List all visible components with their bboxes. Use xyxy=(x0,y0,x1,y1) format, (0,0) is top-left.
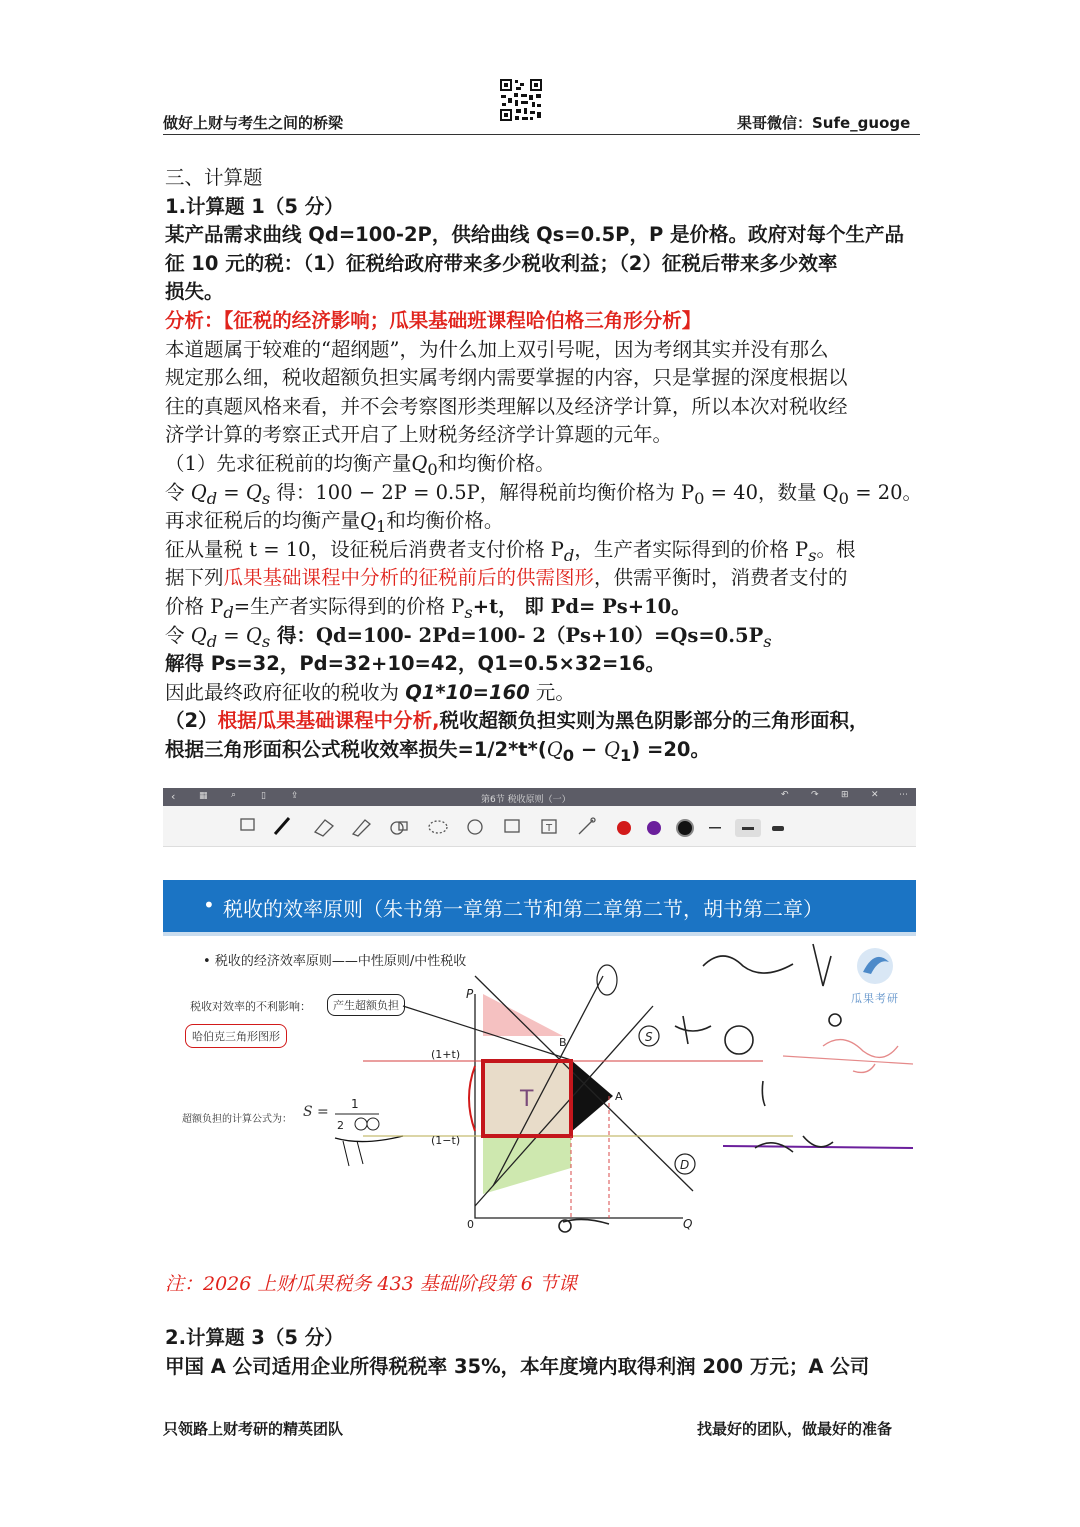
formula-fraction xyxy=(335,1097,403,1166)
q1-step-8: 解得 Ps=32，Pd=32+10=42，Q1=0.5×32=16。 xyxy=(165,652,665,676)
q1-step-10: （2）根据瓜果基础课程中分析,税收超额负担实则为黑色阴影部分的三角形面积， xyxy=(165,709,869,733)
footer-right-text: 找最好的团队，做最好的准备 xyxy=(697,1420,893,1438)
q1-step-4: 征从量税 t = 10，设征税后消费者支付价格 $P_d$，生产者实际得到的价格 $P_s$。根 xyxy=(165,537,856,565)
consumer-surplus-shade xyxy=(483,994,563,1036)
tax-area-label: T xyxy=(520,1087,534,1112)
slide-subtitle: • 税收的经济效率原则——中性原则/中性税收 xyxy=(203,954,467,969)
guoguo-logo-text: 瓜果考研 xyxy=(851,992,899,1005)
q1-step-3: 再求征税后的均衡产量$Q_1$和均衡价格。 xyxy=(165,509,504,537)
point-b-label: B xyxy=(559,1036,567,1049)
formula-s: S = xyxy=(303,1104,329,1120)
point-a-label: A xyxy=(615,1090,623,1103)
deadweight-loss-triangle xyxy=(571,1060,613,1132)
consumer-price-label: (1+t) xyxy=(431,1048,461,1061)
q1-step-11: 根据三角形面积公式税收效率损失$=1/2*t*(Q_0 - Q_1) =20$。 xyxy=(165,737,710,765)
q2-line-1: 甲国 A 公司适用企业所得税税率 35%，本年度境内取得利润 200 万元；A 公司 xyxy=(165,1354,870,1378)
header-right-text: 果哥微信：Sufe_guoge xyxy=(737,114,911,132)
label-effect: 税收对效率的不利影响： xyxy=(190,1000,311,1013)
black-color-swatch[interactable] xyxy=(677,820,693,836)
header-divider xyxy=(163,134,920,135)
q1-stem-line-1: 某产品需求曲线 Qd=100-2P，供给曲线 Qs=0.5P，P 是价格。政府对每个生产品 xyxy=(165,223,905,247)
select-tool-icon[interactable] xyxy=(241,819,254,830)
footer-left-text: 只领路上财考研的精英团队 xyxy=(163,1420,344,1438)
search-icon[interactable]: ⌕ xyxy=(231,790,237,800)
guoguo-logo-icon xyxy=(857,948,893,984)
q1-step-9: 因此最终政府征收的税收为 Q1*10=160 元。 xyxy=(165,680,575,704)
label-burden: 产生超额负担 xyxy=(327,994,405,1016)
app-top-bar xyxy=(163,788,916,806)
lecture-slide-screenshot xyxy=(163,788,916,1258)
share-icon[interactable]: ⇪ xyxy=(291,791,299,801)
pen-tool-icon[interactable] xyxy=(275,818,289,834)
slide-banner-title: 税收的效率原则（朱书第一章第二节和第二章第二节，胡书第二章） xyxy=(223,897,823,921)
q1-step-7: 令 $Q_d = Q_s$ 得：Qd=100- 2Pd=100- $2(Ps+10)=Qs=0.5P_s$ xyxy=(165,623,772,651)
header-left-text: 做好上财与考生之间的桥梁 xyxy=(163,114,344,132)
section-title: 三、计算题 xyxy=(165,166,263,189)
add-page-icon[interactable]: ⊞ xyxy=(841,790,849,800)
sticker-tool-icon[interactable] xyxy=(468,820,482,834)
question-2-body xyxy=(165,1324,925,1381)
harberger-triangle-diagram xyxy=(163,936,916,1258)
text-tool-icon[interactable] xyxy=(542,820,556,834)
shapes-tool-icon[interactable] xyxy=(391,822,407,834)
label-harberger: 哈伯克三角形图形 xyxy=(185,1024,287,1048)
demand-d-label: D xyxy=(680,1158,690,1172)
q1-title: 1.计算题 1（5 分） xyxy=(165,194,344,218)
close-icon[interactable]: ✕ xyxy=(871,790,879,800)
slide-banner xyxy=(163,880,916,932)
laser-tool-icon[interactable] xyxy=(579,818,595,834)
more-icon[interactable]: ⋯ xyxy=(899,790,908,800)
thin-stroke-option[interactable] xyxy=(709,827,721,829)
p-axis-label: P xyxy=(466,987,474,1001)
q1-para-line-4: 济学计算的考察正式开启了上财税务经济学计算题的元年。 xyxy=(165,423,673,447)
slide-topbar-title[interactable]: 第6节 税收原则（一） xyxy=(481,795,571,805)
producer-price-label: (1−t) xyxy=(431,1134,461,1147)
highlighter-tool-icon[interactable] xyxy=(353,820,370,836)
q1-step-6: 价格 $P_d=$生产者实际得到的价格 $P_s+t$， 即 Pd= Ps+10。 xyxy=(165,594,691,622)
q1-stem-line-3: 损失。 xyxy=(165,280,224,304)
label-formula: 超额负担的计算公式为： xyxy=(182,1114,292,1125)
q1-para-line-1: 本道题属于较难的“超纲题”，为什么加上双引号呢，因为考纲其实并没有那么 xyxy=(165,337,829,361)
svg-text:1: 1 xyxy=(351,1097,359,1111)
eraser-tool-icon[interactable] xyxy=(315,820,333,836)
qr-code xyxy=(499,78,543,122)
origin-label: 0 xyxy=(467,1218,474,1231)
undo-icon[interactable]: ↶ xyxy=(781,790,789,800)
purple-color-swatch[interactable] xyxy=(647,821,661,835)
banner-bullet: • xyxy=(203,893,215,917)
q-axis-label: Q xyxy=(683,1217,693,1231)
q1-analysis-label: 分析：【征税的经济影响；瓜果基础班课程哈伯格三角形分析】 xyxy=(165,308,702,332)
svg-text:2: 2 xyxy=(337,1119,344,1132)
producer-surplus-shade xyxy=(483,1136,571,1194)
thick-stroke-option[interactable] xyxy=(772,826,784,831)
lasso-tool-icon[interactable] xyxy=(429,821,447,833)
svg-text:T: T xyxy=(546,823,553,834)
slide-note: 注：2026 上财瓜果税务 433 基础阶段第 6 节课 xyxy=(165,1273,577,1295)
red-color-swatch[interactable] xyxy=(617,821,631,835)
back-icon[interactable]: ‹ xyxy=(171,790,176,803)
q1-step-1: （1）先求征税前的均衡产量$Q_0$和均衡价格。 xyxy=(165,451,555,479)
image-tool-icon[interactable] xyxy=(505,820,519,832)
q1-step-2: 令 $Q_d = Q_s$ 得：100 − 2P = 0.5P，解得税前均衡价格为 $P_0 = 40$，数量 $Q_0 = 20$。 xyxy=(165,480,923,508)
grid-icon[interactable]: ▦ xyxy=(199,791,208,801)
q1-stem-line-2: 征 10 元的税：（1）征税给政府带来多少税收利益；（2）征税后带来多少效率 xyxy=(165,251,838,275)
supply-s-label: S xyxy=(645,1030,653,1044)
q1-step-5: 据下列瓜果基础课程中分析的征税前后的供需图形，供需平衡时，消费者支付的 xyxy=(165,566,848,590)
redo-icon[interactable]: ↷ xyxy=(811,790,819,800)
bookmark-icon[interactable]: ▯ xyxy=(261,791,266,801)
drawing-toolbar xyxy=(163,806,916,847)
q1-para-line-2: 规定那么细，税收超额负担实属考纲内需要掌握的内容，只是掌握的深度根据以 xyxy=(165,366,848,390)
q2-title: 2.计算题 3（5 分） xyxy=(165,1326,344,1349)
q1-para-line-3: 往的真题风格来看，并不会考察图形类理解以及经济学计算，所以本次对税收经 xyxy=(165,394,848,418)
question-1-body xyxy=(165,164,925,764)
